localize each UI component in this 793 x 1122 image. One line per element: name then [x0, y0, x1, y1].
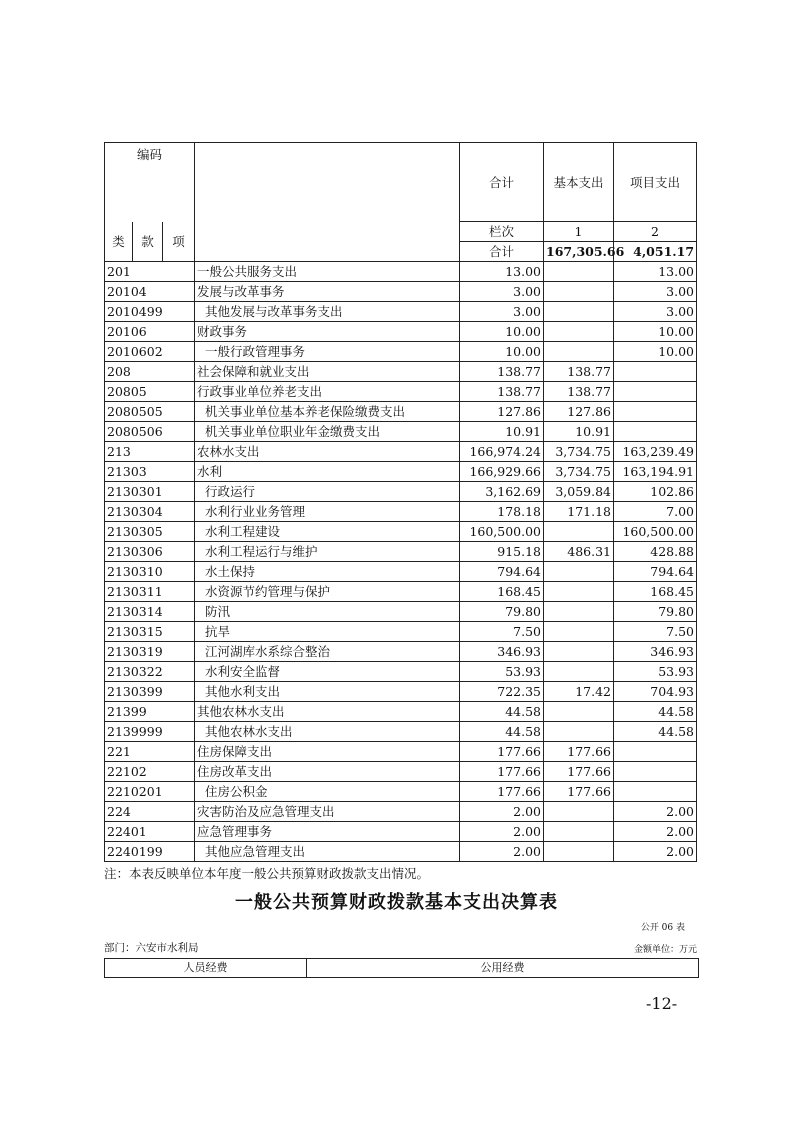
row-code: 2130311	[105, 582, 195, 602]
row-name: 一般公共服务支出	[195, 262, 460, 282]
sub-header-item: 项	[163, 222, 195, 262]
row-basic: 3,059.84	[544, 482, 614, 502]
row-total: 53.93	[460, 662, 544, 682]
row-name: 住房公积金	[195, 782, 460, 802]
row-basic: 177.66	[544, 762, 614, 782]
row-code: 2130322	[105, 662, 195, 682]
row-total: 346.93	[460, 642, 544, 662]
table-row	[105, 322, 697, 342]
row-project	[614, 742, 697, 762]
row-total: 166,974.24	[460, 442, 544, 462]
row-code: 2130306	[105, 542, 195, 562]
row-name: 机关事业单位基本养老保险缴费支出	[195, 402, 460, 422]
row-total: 915.18	[460, 542, 544, 562]
row-project	[614, 362, 697, 382]
table-row	[105, 282, 697, 302]
row-project: 7.00	[614, 502, 697, 522]
row-basic	[544, 322, 614, 342]
table-row	[105, 262, 697, 282]
grand-total-value: 167,305.66	[544, 242, 614, 262]
row-basic	[544, 802, 614, 822]
row-project	[614, 402, 697, 422]
amount-unit-label: 金额单位：万元	[633, 945, 697, 955]
row-name: 水利工程建设	[195, 522, 460, 542]
table-row	[105, 502, 697, 522]
row-code: 221	[105, 742, 195, 762]
row-code: 213	[105, 442, 195, 462]
column-number-1: 1	[544, 222, 614, 242]
row-project: 7.50	[614, 622, 697, 642]
row-name: 其他农林水支出	[195, 722, 460, 742]
row-code: 2240199	[105, 842, 195, 862]
row-basic: 3,734.75	[544, 462, 614, 482]
sub-header-section: 款	[133, 222, 163, 262]
table-row	[105, 562, 697, 582]
row-total: 79.80	[460, 602, 544, 622]
row-total: 177.66	[460, 762, 544, 782]
row-project: 2.00	[614, 842, 697, 862]
row-name: 其他应急管理支出	[195, 842, 460, 862]
row-project: 3.00	[614, 282, 697, 302]
row-total: 3.00	[460, 282, 544, 302]
table-row	[105, 802, 697, 822]
row-total: 138.77	[460, 382, 544, 402]
table-row	[105, 762, 697, 782]
row-name: 行政事业单位养老支出	[195, 382, 460, 402]
row-basic	[544, 722, 614, 742]
row-code: 2210201	[105, 782, 195, 802]
row-basic	[544, 702, 614, 722]
row-code: 2130305	[105, 522, 195, 542]
row-total: 166,929.66	[460, 462, 544, 482]
table-row	[105, 402, 697, 422]
table-row	[105, 582, 697, 602]
row-name: 江河湖库水系综合整治	[195, 642, 460, 662]
row-total: 160,500.00	[460, 522, 544, 542]
next-table-title: 一般公共预算财政拨款基本支出决算表	[235, 892, 558, 913]
row-basic	[544, 562, 614, 582]
row-total: 168.45	[460, 582, 544, 602]
row-code: 21399	[105, 702, 195, 722]
row-basic: 138.77	[544, 362, 614, 382]
row-basic	[544, 842, 614, 862]
row-total: 2.00	[460, 842, 544, 862]
row-project: 2.00	[614, 822, 697, 842]
row-name: 其他农林水支出	[195, 702, 460, 722]
row-code: 22102	[105, 762, 195, 782]
row-project: 346.93	[614, 642, 697, 662]
row-basic	[544, 602, 614, 622]
table-row	[105, 362, 697, 382]
row-code: 20106	[105, 322, 195, 342]
public-cost-header: 公用经费	[307, 959, 699, 978]
row-total: 7.50	[460, 622, 544, 642]
row-name: 抗旱	[195, 622, 460, 642]
row-project: 102.86	[614, 482, 697, 502]
table-row	[105, 782, 697, 802]
row-project: 53.93	[614, 662, 697, 682]
row-basic	[544, 282, 614, 302]
row-name: 水利工程运行与维护	[195, 542, 460, 562]
row-project: 704.93	[614, 682, 697, 702]
table-row	[105, 482, 697, 502]
table-row	[105, 382, 697, 402]
row-basic	[544, 642, 614, 662]
row-total: 2.00	[460, 802, 544, 822]
row-code: 2080505	[105, 402, 195, 422]
row-total: 178.18	[460, 502, 544, 522]
name-header-blank	[195, 143, 460, 262]
row-project: 163,239.49	[614, 442, 697, 462]
table-row	[105, 342, 697, 362]
row-basic	[544, 622, 614, 642]
table-row	[105, 682, 697, 702]
row-basic: 127.86	[544, 402, 614, 422]
row-code: 2080506	[105, 422, 195, 442]
row-project	[614, 422, 697, 442]
row-basic: 177.66	[544, 742, 614, 762]
row-code: 2130319	[105, 642, 195, 662]
row-code: 2130399	[105, 682, 195, 702]
row-code: 2010499	[105, 302, 195, 322]
table-row	[105, 842, 697, 862]
table-row	[105, 542, 697, 562]
row-project: 794.64	[614, 562, 697, 582]
row-total: 138.77	[460, 362, 544, 382]
row-total: 13.00	[460, 262, 544, 282]
row-basic: 177.66	[544, 782, 614, 802]
row-basic: 138.77	[544, 382, 614, 402]
row-project	[614, 782, 697, 802]
row-code: 2130310	[105, 562, 195, 582]
table-row	[105, 622, 697, 642]
row-basic: 10.91	[544, 422, 614, 442]
row-basic	[544, 822, 614, 842]
table-row	[105, 442, 697, 462]
row-project	[614, 762, 697, 782]
row-name: 其他发展与改革事务支出	[195, 302, 460, 322]
row-name: 财政事务	[195, 322, 460, 342]
row-total: 44.58	[460, 702, 544, 722]
row-code: 208	[105, 362, 195, 382]
row-project: 44.58	[614, 702, 697, 722]
row-total: 177.66	[460, 742, 544, 762]
row-total: 177.66	[460, 782, 544, 802]
row-project: 160,500.00	[614, 522, 697, 542]
page-number: -12-	[646, 994, 678, 1013]
row-project: 44.58	[614, 722, 697, 742]
row-total: 2.00	[460, 822, 544, 842]
row-code: 2130315	[105, 622, 195, 642]
row-basic	[544, 262, 614, 282]
col-basic-header: 基本支出	[544, 143, 614, 222]
table-row	[105, 462, 697, 482]
row-project: 428.88	[614, 542, 697, 562]
row-name: 防汛	[195, 602, 460, 622]
row-total: 3.00	[460, 302, 544, 322]
row-project	[614, 382, 697, 402]
form-number: 公开 06 表	[640, 923, 685, 933]
row-code: 224	[105, 802, 195, 822]
row-name: 其他水利支出	[195, 682, 460, 702]
row-project: 2.00	[614, 802, 697, 822]
row-project: 10.00	[614, 342, 697, 362]
row-name: 住房改革支出	[195, 762, 460, 782]
row-name: 水利	[195, 462, 460, 482]
row-name: 行政运行	[195, 482, 460, 502]
row-total: 44.58	[460, 722, 544, 742]
row-total: 10.91	[460, 422, 544, 442]
table-row	[105, 302, 697, 322]
row-total: 10.00	[460, 342, 544, 362]
row-basic	[544, 302, 614, 322]
row-name: 机关事业单位职业年金缴费支出	[195, 422, 460, 442]
row-name: 水资源节约管理与保护	[195, 582, 460, 602]
row-total: 722.35	[460, 682, 544, 702]
col-total-header: 合计	[460, 143, 544, 222]
expenditure-table	[104, 142, 697, 862]
row-total: 3,162.69	[460, 482, 544, 502]
row-code: 22401	[105, 822, 195, 842]
row-project: 13.00	[614, 262, 697, 282]
row-code: 2130304	[105, 502, 195, 522]
row-code: 21303	[105, 462, 195, 482]
sub-header-class: 类	[105, 222, 133, 262]
row-basic	[544, 342, 614, 362]
row-basic: 3,734.75	[544, 442, 614, 462]
row-name: 农林水支出	[195, 442, 460, 462]
row-name: 灾害防治及应急管理支出	[195, 802, 460, 822]
code-group-header: 编码	[105, 143, 195, 222]
row-name: 一般行政管理事务	[195, 342, 460, 362]
row-basic	[544, 582, 614, 602]
row-basic: 17.42	[544, 682, 614, 702]
row-name: 社会保障和就业支出	[195, 362, 460, 382]
table-row	[105, 602, 697, 622]
col-project-header: 项目支出	[614, 143, 697, 222]
row-name: 住房保障支出	[195, 742, 460, 762]
row-name: 应急管理事务	[195, 822, 460, 842]
department-label: 部门：六安市水利局	[104, 942, 199, 954]
row-code: 20805	[105, 382, 195, 402]
personnel-cost-header: 人员经费	[105, 959, 307, 978]
row-total: 127.86	[460, 402, 544, 422]
column-order-label: 栏次	[460, 222, 544, 242]
row-project: 3.00	[614, 302, 697, 322]
grand-total-basic: 4,051.17	[614, 242, 697, 262]
row-project: 79.80	[614, 602, 697, 622]
table-note: 注：本表反映单位本年度一般公共预算财政拨款支出情况。	[104, 866, 430, 881]
row-project: 163,194.91	[614, 462, 697, 482]
row-code: 2130301	[105, 482, 195, 502]
basic-expenditure-table-header	[104, 958, 699, 978]
table-row	[105, 642, 697, 662]
row-code: 2130314	[105, 602, 195, 622]
grand-total-label: 合计	[460, 242, 544, 262]
row-basic: 486.31	[544, 542, 614, 562]
row-total: 794.64	[460, 562, 544, 582]
row-basic: 171.18	[544, 502, 614, 522]
table-row	[105, 422, 697, 442]
row-project: 168.45	[614, 582, 697, 602]
row-name: 水利安全监督	[195, 662, 460, 682]
row-code: 201	[105, 262, 195, 282]
row-basic	[544, 662, 614, 682]
row-basic	[544, 522, 614, 542]
table-row	[105, 702, 697, 722]
table-row	[105, 742, 697, 762]
table-row	[105, 822, 697, 842]
row-name: 水土保持	[195, 562, 460, 582]
row-name: 发展与改革事务	[195, 282, 460, 302]
column-number-2: 2	[614, 222, 697, 242]
row-code: 2010602	[105, 342, 195, 362]
table-row	[105, 522, 697, 542]
table-row	[105, 722, 697, 742]
table-row	[105, 662, 697, 682]
row-code: 20104	[105, 282, 195, 302]
row-code: 2139999	[105, 722, 195, 742]
row-name: 水利行业业务管理	[195, 502, 460, 522]
row-total: 10.00	[460, 322, 544, 342]
row-project: 10.00	[614, 322, 697, 342]
